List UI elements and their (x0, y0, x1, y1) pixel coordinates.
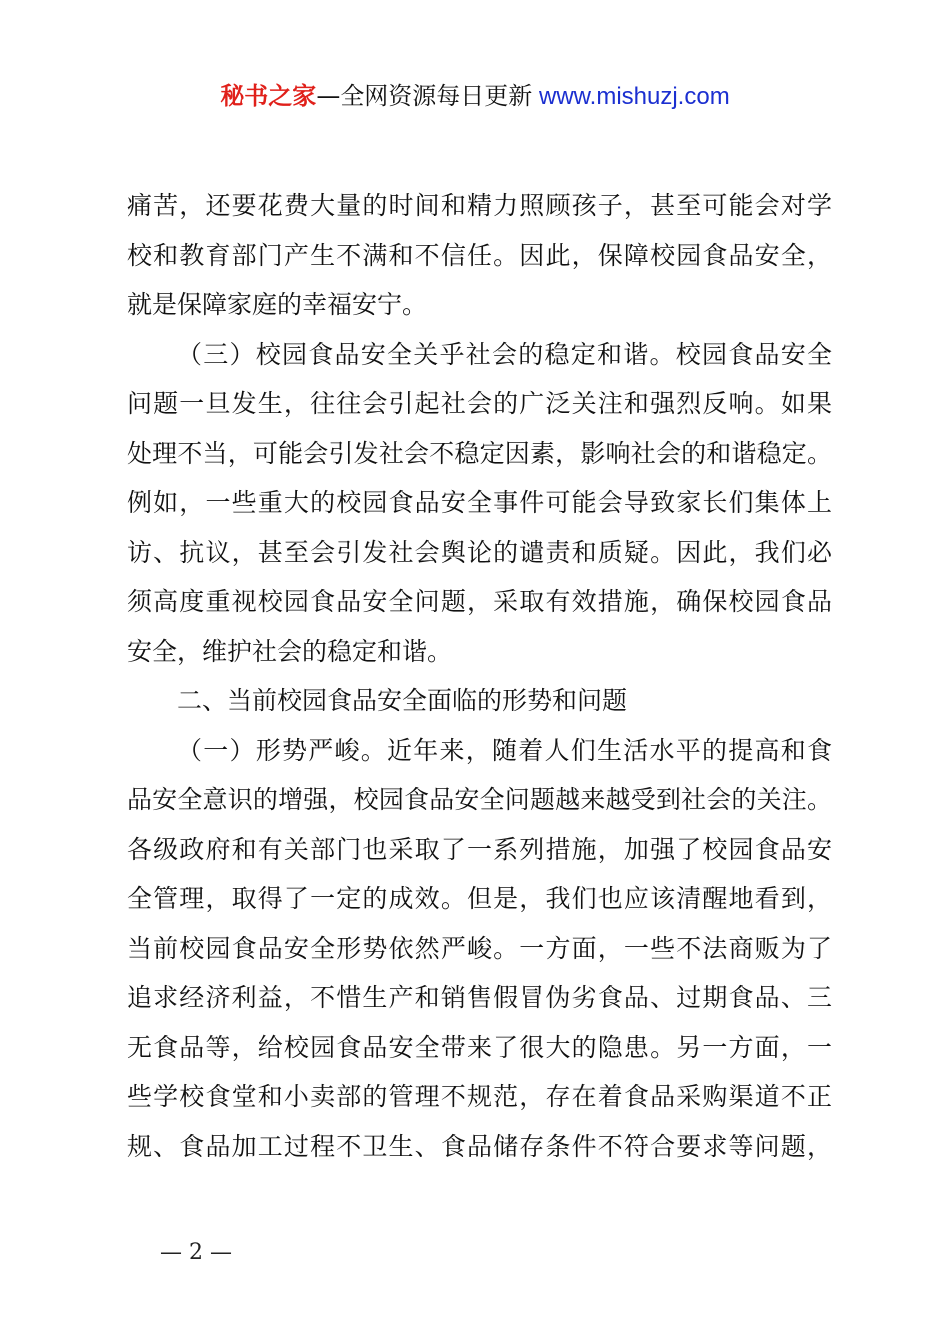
body-line: 品安全意识的增强，校园食品安全问题越来越受到社会的关注。 (127, 785, 832, 814)
brand-name: 秘书之家 (220, 82, 317, 110)
body-line: （三）校园食品安全关乎社会的稳定和谐。校园食品安全 (177, 339, 832, 369)
body-line: 校和教育部门产生不满和不信任。因此，保障校园食品安全， (127, 240, 832, 270)
body-line: 处理不当，可能会引发社会不稳定因素，影响社会的和谐稳定。 (127, 438, 832, 468)
body-line: 规、食品加工过程不卫生、食品储存条件不符合要求等问题， (127, 1131, 832, 1161)
body-line: 各级政府和有关部门也采取了一系列措施，加强了校园食品安 (127, 834, 832, 864)
body-line: 当前校园食品安全形势依然严峻。一方面，一些不法商贩为了 (127, 933, 832, 963)
body-line: 须高度重视校园食品安全问题，采取有效措施，确保校园食品 (127, 587, 832, 616)
site-url-link[interactable]: www.mishuzj.com (532, 83, 730, 110)
body-line: 访、抗议，甚至会引发社会舆论的谴责和质疑。因此，我们必 (127, 537, 832, 567)
body-line: 追求经济利益，不惜生产和销售假冒伪劣食品、过期食品、三 (127, 983, 832, 1012)
body-line: 无食品等，给校园食品安全带来了很大的隐患。另一方面，一 (127, 1032, 832, 1062)
site-header (0, 78, 950, 115)
body-line: 全管理，取得了一定的成效。但是，我们也应该清醒地看到， (127, 884, 832, 913)
body-line: 些学校食堂和小卖部的管理不规范，存在着食品采购渠道不正 (127, 1082, 832, 1111)
body-line: 安全，维护社会的稳定和谐。 (127, 636, 453, 666)
header-tagline: —全网资源每日更新 (316, 82, 533, 110)
body-line: 痛苦，还要花费大量的时间和精力照顾孩子，甚至可能会对学 (127, 191, 832, 220)
section-heading: 二、当前校园食品安全面临的形势和问题 (177, 686, 628, 715)
body-line: 问题一旦发生，往往会引起社会的广泛关注和强烈反响。如果 (127, 389, 832, 418)
document-body (127, 181, 832, 1171)
body-line: 例如，一些重大的校园食品安全事件可能会导致家长们集体上 (127, 488, 832, 517)
page-number: — 2 — (160, 1240, 232, 1265)
body-line: 就是保障家庭的幸福安宁。 (127, 290, 428, 319)
body-line: （一）形势严峻。近年来，随着人们生活水平的提高和食 (177, 735, 832, 765)
